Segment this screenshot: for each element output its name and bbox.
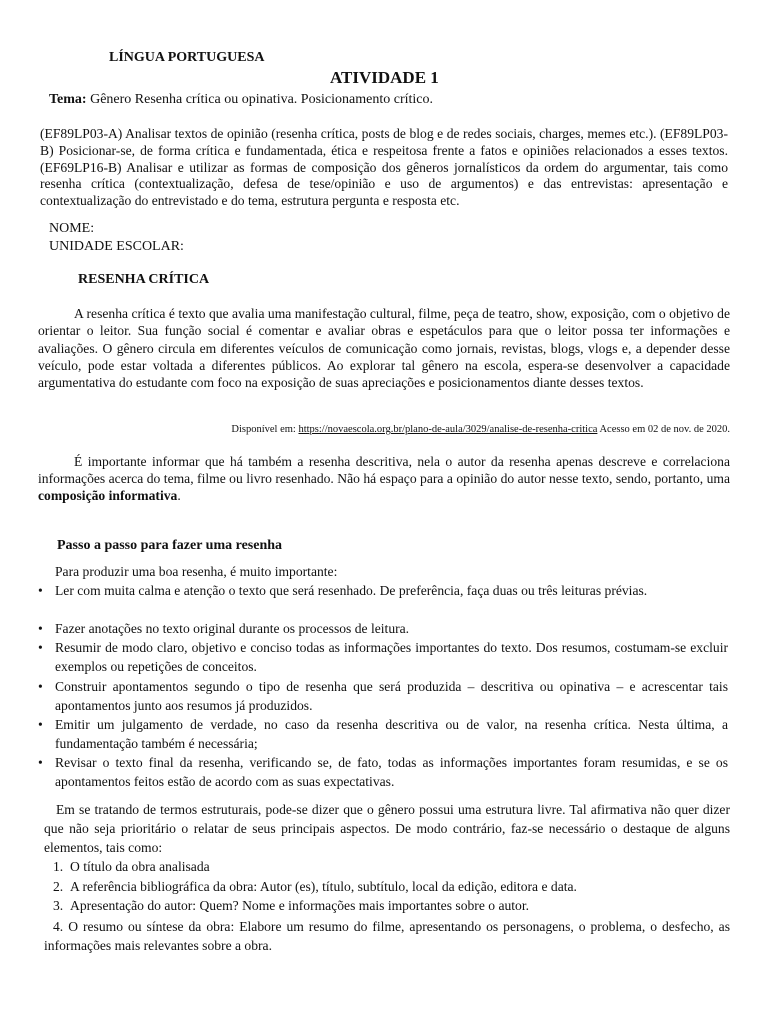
activity-title: ATIVIDADE 1 — [330, 68, 439, 87]
item-text: O título da obra analisada — [70, 859, 210, 874]
item-number: 2. — [53, 879, 64, 894]
structure-paragraph: Em se tratando de termos estruturais, pode-se dizer que o gênero possui uma estrutura livre. Tal afirmativa não quer dizer que não seja prioritário o relatar de seus principais aspectos. De modo contrário, faz-se necessário o destaque de alguns elementos, tais como: — [44, 802, 730, 855]
list-item — [53, 877, 577, 896]
bullet-glyph: • — [38, 755, 43, 770]
descriptive-paragraph — [38, 453, 730, 504]
list-item — [53, 896, 529, 915]
intro-paragraph: A resenha crítica é texto que avalia uma manifestação cultural, filme, peça de teatro, show, exposição, com o objetivo de orientar o leitor. Sua função social é comentar e avaliar obras e espetáculos para que o leitor possa ter informações e avaliações. O gênero circula em diferentes veículos de comunicação como jornais, revistas, blogs, vlogs e, a depender desse veículo, pode estar voltada a diferentes públicos. Ao explorar tal gênero na escola, espera-se desenvolver a capacidade argumentativa do estudante com foco na exposição de suas apreciações e posicionamentos diante desses textos. — [38, 306, 730, 391]
section-title-passo-a-passo: Passo a passo para fazer uma resenha — [57, 538, 283, 553]
list-item — [38, 715, 728, 753]
descriptive-bold: composição informativa — [38, 488, 178, 503]
list-item — [38, 581, 728, 600]
step-4-text: Construir apontamentos segundo o tipo de resenha que será produzida – descritiva ou opinativa – e acrescentar tais apontamentos junto aos resumos já produzidos. — [55, 679, 728, 713]
source-link[interactable]: https://novaescola.org.br/plano-de-aula/3029/analise-de-resenha-critica — [298, 424, 598, 435]
steps-intro: Para produzir uma boa resenha, é muito importante: — [55, 564, 338, 579]
list-item — [44, 917, 730, 955]
descriptive-end: . — [177, 488, 181, 503]
step-1-text: Ler com muita calma e atenção o texto que será resenhado. De preferência, faça duas ou três leituras prévias. — [55, 583, 648, 598]
skills-paragraph: (EF89LP03-A) Analisar textos de opinião (resenha crítica, posts de blog e de redes sociais, charges, memes etc.). (EF89LP03-B) Posicionar-se, de forma crítica e fundamentada, ética e respeitosa frente a fatos e opiniões relacionados a esses textos. (EF69LP16-B) Analisar e utilizar as formas de composição dos gêneros jornalísticos da ordem do argumentar, tais como resenha crítica (contextualização, defesa de tese/opinião e uso de argumentos) e das entrevistas: apresentação e contextualização do entrevistado e do tema, estrutura pergunta e resposta etc. — [40, 126, 728, 209]
theme-label: Tema: — [49, 92, 87, 107]
item-number: 1. — [53, 859, 64, 874]
step-6-text: Revisar o texto final da resenha, verificando se, de fato, todas as informações importantes foram resumidas, e se os apontamentos feitos estão de acordo com as suas expectativas. — [55, 755, 728, 789]
source-suffix: Acesso em 02 de nov. de 2020. — [597, 424, 730, 435]
source-prefix: Disponível em: — [231, 424, 299, 435]
step-5-text: Emitir um julgamento de verdade, no caso da resenha descritiva ou de valor, na resenha crítica. Nesta última, a fundamentação também é necessária; — [55, 717, 728, 751]
list-item — [53, 857, 210, 876]
name-field-label: NOME: — [49, 221, 95, 236]
descriptive-text: É importante informar que há também a resenha descritiva, nela o autor da resenha apenas descreve e correlaciona informações acerca do tema, filme ou livro resenhado. Não há espaço para a opinião do autor nesse texto, sendo, portanto, uma — [38, 454, 730, 486]
bullet-glyph: • — [38, 640, 43, 655]
list-item — [38, 753, 728, 791]
item-text: A referência bibliográfica da obra: Autor (es), título, subtítulo, local da edição, editora e data. — [70, 879, 577, 894]
bullet-glyph: • — [38, 621, 43, 636]
subject-heading: LÍNGUA PORTUGUESA — [109, 50, 265, 65]
source-citation — [231, 424, 730, 435]
list-item — [38, 619, 728, 638]
theme-text: Gênero Resenha crítica ou opinativa. Posicionamento crítico. — [86, 92, 433, 107]
item-text: Apresentação do autor: Quem? Nome e informações mais importantes sobre o autor. — [70, 898, 530, 913]
section-title-resenha-critica: RESENHA CRÍTICA — [78, 272, 210, 287]
bullet-glyph: • — [38, 679, 43, 694]
item-number: 4. — [53, 919, 64, 934]
step-2-text: Fazer anotações no texto original durante os processos de leitura. — [55, 621, 410, 636]
school-field-label: UNIDADE ESCOLAR: — [49, 239, 184, 254]
bullet-glyph: • — [38, 583, 43, 598]
theme-line — [49, 92, 433, 108]
step-3-text: Resumir de modo claro, objetivo e conciso todas as informações importantes do texto. Dos resumos, costumam-se excluir exemplos ou repetições de conceitos. — [55, 640, 728, 674]
item-number: 3. — [53, 898, 64, 913]
list-item — [38, 677, 728, 715]
item-text: O resumo ou síntese da obra: Elabore um resumo do filme, apresentando os personagens, o problema, o desfecho, as informações mais relevantes sobre a obra. — [44, 919, 730, 953]
bullet-glyph: • — [38, 717, 43, 732]
list-item — [38, 638, 728, 676]
